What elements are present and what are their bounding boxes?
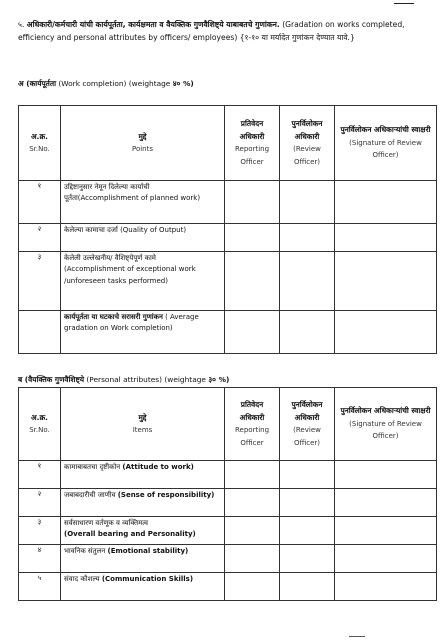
- table-row: [19, 573, 437, 601]
- row-number: १: [19, 461, 61, 489]
- work-completion-table: [18, 105, 437, 354]
- personal-attributes-table: [18, 387, 437, 601]
- part-a-weight: ४० %): [172, 79, 194, 88]
- row-point: केलेल्या कामाचा दर्जा (Quality of Output): [61, 224, 225, 252]
- review-grade-cell[interactable]: [280, 517, 335, 545]
- reporting-officer-header: प्रतिवेदन अधिकारी Reporting Officer: [225, 388, 280, 461]
- row-point: केलेली उल्लेखनीय/ वैशिष्ट्येपूर्ण कामे (Accomplishment of exceptional work /unforeseen tasks performed): [61, 252, 225, 311]
- reporting-grade-cell[interactable]: [225, 311, 280, 354]
- part-b-english: (Personal attributes) (weightage: [86, 375, 206, 384]
- section-range: {१-१० या मर्यादेत गुणांकन देण्यात यावे.}: [239, 33, 355, 42]
- row-item: जबाबदारीची जाणीव (Sense of responsibility): [61, 489, 225, 517]
- signature-cell[interactable]: [335, 489, 437, 517]
- signature-cell[interactable]: [335, 461, 437, 489]
- items-header: मुद्दे Items: [61, 388, 225, 461]
- top-rule: [394, 3, 414, 4]
- table-row: [19, 461, 437, 489]
- row-item: संवाद कौशल्य (Communication Skills): [61, 573, 225, 601]
- signature-cell[interactable]: [335, 517, 437, 545]
- summary-label: कार्यपूर्तता या घटकाचे सरासरी गुणांकन ( Average gradation on Work completion): [61, 311, 225, 354]
- row-number: ४: [19, 545, 61, 573]
- section-title: अधिकारी/कर्मचारी यांची कार्यपूर्तता, कार्यक्षमता व वैयक्तिक गुणवैशिष्ट्ये याबाबतचे गुणांकन.: [26, 20, 280, 29]
- review-grade-cell[interactable]: [280, 573, 335, 601]
- signature-cell[interactable]: [335, 545, 437, 573]
- signature-header: पुनर्विलोकन अधिकाऱ्यांची स्वाक्षरी (Signature of Review Officer): [335, 388, 437, 461]
- review-grade-cell[interactable]: [280, 461, 335, 489]
- section-number: ५.: [18, 20, 25, 29]
- sr-header: अ.क्र. Sr.No.: [19, 388, 61, 461]
- table-row: [19, 489, 437, 517]
- row-item: भावनिक संतुलन (Emotional stability): [61, 545, 225, 573]
- signature-cell[interactable]: [335, 252, 437, 311]
- row-point: उद्दिष्टानुसार नेमून दिलेल्या कार्याची पूर्तता(Accomplishment of planned work): [61, 181, 225, 224]
- review-grade-cell[interactable]: [280, 489, 335, 517]
- section-heading: [18, 18, 436, 44]
- part-a-marathi: अ (कार्यपूर्तता: [18, 79, 57, 88]
- reporting-grade-cell[interactable]: [225, 252, 280, 311]
- part-b-weight: ३० %): [208, 375, 230, 384]
- review-grade-cell[interactable]: [280, 181, 335, 224]
- table-row: [19, 224, 437, 252]
- signature-cell[interactable]: [335, 311, 437, 354]
- points-header: मुद्दे Points: [61, 106, 225, 181]
- section-english: (Gradation on works completed, efficiency and personal attributes by officers/ employees): [18, 20, 405, 42]
- table-row: [19, 252, 437, 311]
- row-number: ५: [19, 573, 61, 601]
- row-number: ३: [19, 252, 61, 311]
- table-row: [19, 181, 437, 224]
- reporting-grade-cell[interactable]: [225, 517, 280, 545]
- review-officer-header: पुनर्विलोकन अधिकारी (Review Officer): [280, 388, 335, 461]
- table-header-row: [19, 388, 437, 461]
- row-item: सर्वसाधारण वर्तणूक व व्यक्तिमत्व (Overall bearing and Personality): [61, 517, 225, 545]
- signature-cell[interactable]: [335, 181, 437, 224]
- review-officer-header: पुनर्विलोकन अधिकारी (Review Officer): [280, 106, 335, 181]
- part-a-heading: [18, 79, 194, 89]
- reporting-grade-cell[interactable]: [225, 489, 280, 517]
- table-row: [19, 517, 437, 545]
- part-b-marathi: ब (वैयक्तिक गुणवैशिष्ट्ये: [18, 375, 85, 384]
- review-grade-cell[interactable]: [280, 224, 335, 252]
- review-grade-cell[interactable]: [280, 545, 335, 573]
- page-bottom-mark: [349, 636, 365, 637]
- row-number: २: [19, 489, 61, 517]
- sr-header: अ.क्र. Sr.No.: [19, 106, 61, 181]
- signature-cell[interactable]: [335, 224, 437, 252]
- review-grade-cell[interactable]: [280, 252, 335, 311]
- part-b-heading: [18, 375, 229, 385]
- review-grade-cell[interactable]: [280, 311, 335, 354]
- reporting-grade-cell[interactable]: [225, 181, 280, 224]
- table-header-row: [19, 106, 437, 181]
- table-row: [19, 545, 437, 573]
- row-number: ३: [19, 517, 61, 545]
- part-a-english: (Work completion) (weightage: [58, 79, 171, 88]
- summary-row: [19, 311, 437, 354]
- reporting-grade-cell[interactable]: [225, 224, 280, 252]
- row-number: १: [19, 181, 61, 224]
- row-item: कामाबाबतचा दृष्टीकोन (Attitude to work): [61, 461, 225, 489]
- reporting-officer-header: प्रतिवेदन अधिकारी Reporting Officer: [225, 106, 280, 181]
- reporting-grade-cell[interactable]: [225, 573, 280, 601]
- row-number: २: [19, 224, 61, 252]
- signature-cell[interactable]: [335, 573, 437, 601]
- reporting-grade-cell[interactable]: [225, 545, 280, 573]
- reporting-grade-cell[interactable]: [225, 461, 280, 489]
- signature-header: पुनर्विलोकन अधिकाऱ्यांची स्वाक्षरी (Signature of Review Officer): [335, 106, 437, 181]
